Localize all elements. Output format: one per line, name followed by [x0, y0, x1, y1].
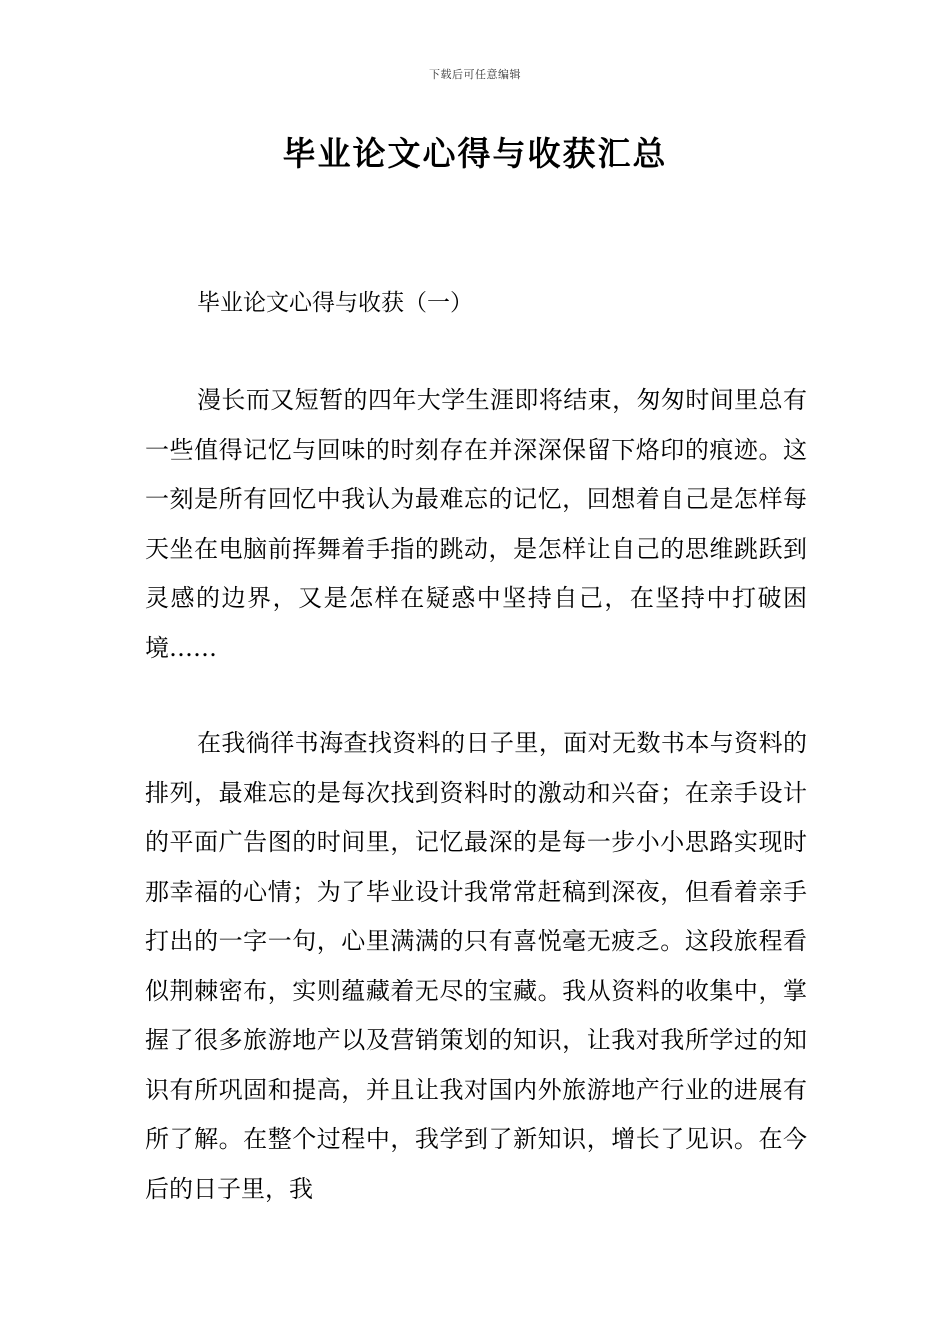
header-note: 下载后可任意编辑: [429, 68, 521, 81]
body-paragraph-2: 在我徜徉书海查找资料的日子里，面对无数书本与资料的排列，最难忘的是每次找到资料时的激动和兴奋；在亲手设计的平面广告图的时间里，记忆最深的是每一步小小思路实现时那幸福的心情；为了毕业设计我常常赶稿到深夜，但看着亲手打出的一字一句，心里满满的只有喜悦毫无疲乏。这段旅程看似荆棘密布，实则蕴藏着无尽的宝藏。我从资料的收集中，掌握了很多旅游地产以及营销策划的知识，让我对我所学过的知识有所巩固和提高，并且让我对国内外旅游地产行业的进展有所了解。在整个过程中，我学到了新知识，增长了见识。在今后的日子里，我: [145, 729, 807, 1203]
page-title: 毕业论文心得与收获汇总: [282, 134, 668, 173]
section-heading: 毕业论文心得与收获（一）: [197, 290, 473, 316]
body-paragraph-1: 漫长而又短暂的四年大学生涯即将结束，匆匆时间里总有一些值得记忆与回味的时刻存在并深深保留下烙印的痕迹。这一刻是所有回忆中我认为最难忘的记忆，回想着自己是怎样每天坐在电脑前挥舞着手指的跳动，是怎样让自己的思维跳跃到灵感的边界，又是怎样在疑惑中坚持自己，在坚持中打破困境……: [145, 386, 807, 662]
